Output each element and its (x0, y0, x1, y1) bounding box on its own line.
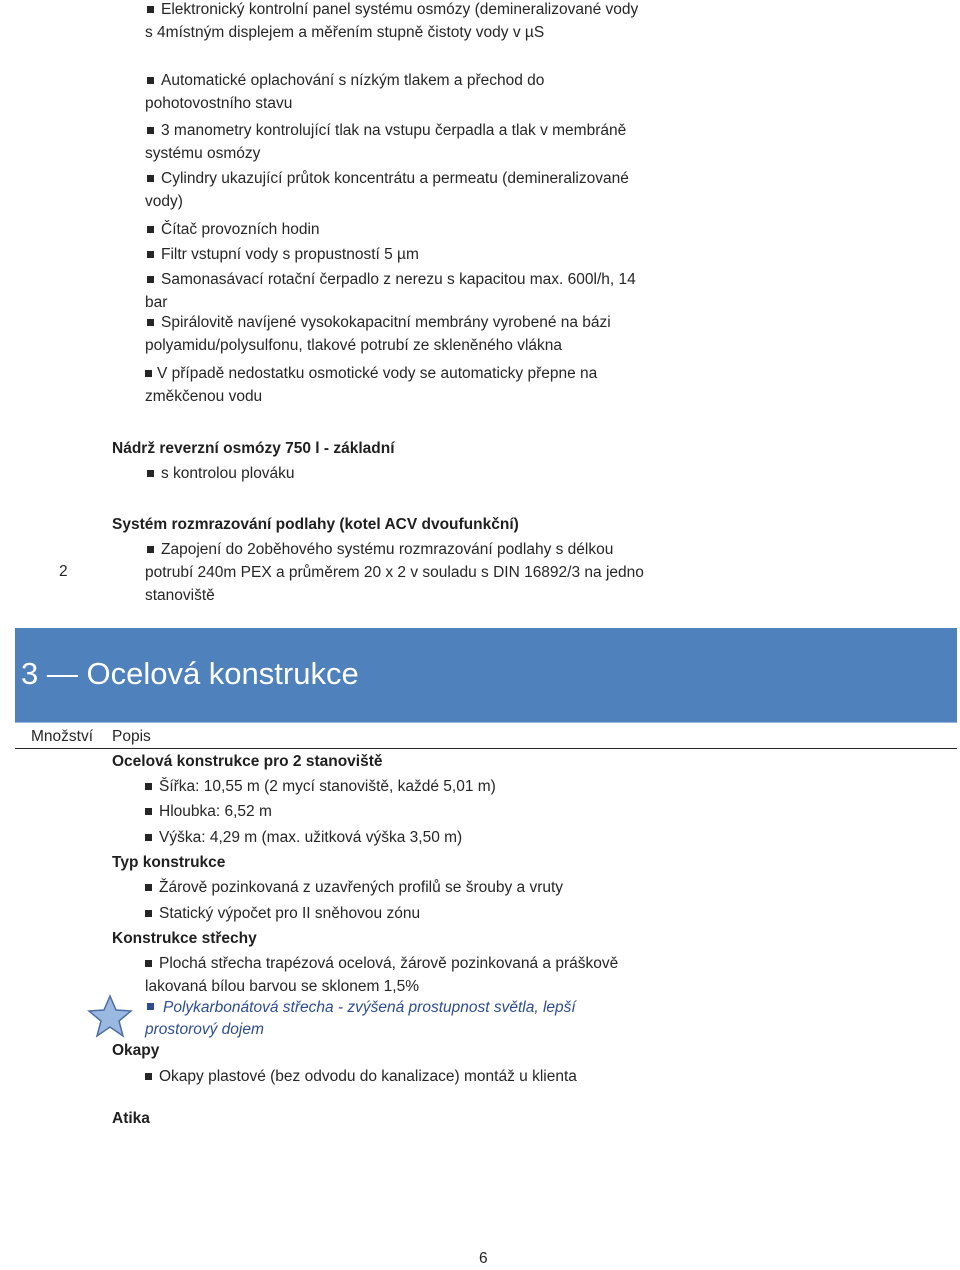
list-item: V případě nedostatku osmotické vody se automaticky přepne na (157, 365, 598, 382)
bullet (145, 783, 152, 790)
construction-type-heading: Typ konstrukce (112, 854, 226, 871)
roof-line: Plochá střecha trapézová ocelová, žárově pozinkovaná a práškově (159, 955, 619, 972)
list-item: 3 manometry kontrolující tlak na vstupu čerpadla a tlak v membráně (161, 122, 627, 139)
list-item-continued: vody) (145, 193, 183, 210)
header-divider (15, 748, 957, 749)
roof-heading: Konstrukce střechy (112, 930, 257, 947)
roof-option-line: prostorový dojem (145, 1021, 264, 1038)
list-item: Čítač provozních hodin (161, 221, 320, 238)
steel-item: Výška: 4,29 m (max. užitková výška 3,50 m) (159, 829, 463, 846)
construction-type-item: Statický výpočet pro II sněhovou zónu (159, 905, 421, 922)
bullet (147, 226, 154, 233)
floor-quantity: 2 (59, 563, 68, 580)
star-icon (87, 994, 133, 1038)
description-column-header: Popis (112, 728, 151, 745)
bullet (147, 1003, 154, 1010)
bullet (147, 251, 154, 258)
bullet (147, 276, 154, 283)
gutters-heading: Okapy (112, 1042, 160, 1059)
bullet (147, 127, 154, 134)
list-item-continued: pohotovostního stavu (145, 95, 293, 112)
roof-option-line: Polykarbonátová střecha - zvýšená prostupnost světla, lepší (163, 999, 576, 1016)
bullet (147, 6, 154, 13)
banner-divider (15, 722, 957, 723)
list-item: Automatické oplachování s nízkým tlakem a přechod do (161, 72, 545, 89)
bullet (147, 470, 154, 477)
steel-item: Šířka: 10,55 m (2 mycí stanoviště, každé 5,01 m) (159, 778, 496, 795)
list-item: Cylindry ukazující průtok koncentrátu a permeatu (demineralizované (161, 170, 629, 187)
list-item: Spirálovitě navíjené vysokokapacitní membrány vyrobené na bázi (161, 314, 611, 331)
bullet (147, 546, 154, 553)
floor-line: Zapojení do 2oběhového systému rozmrazování podlahy s délkou (161, 541, 614, 558)
tank-heading: Nádrž reverzní osmózy 750 l - základní (112, 440, 395, 457)
bullet (145, 884, 152, 891)
list-item: Samonasávací rotační čerpadlo z nerezu s kapacitou max. 600l/h, 14 (161, 271, 636, 288)
list-item-continued: bar (145, 294, 168, 311)
floor-heading: Systém rozmrazování podlahy (kotel ACV dvoufunkční) (112, 516, 519, 533)
list-item-continued: polyamidu/polysulfonu, tlakové potrubí ze skleněného vlákna (145, 337, 563, 354)
bullet (145, 808, 152, 815)
steel-heading: Ocelová konstrukce pro 2 stanoviště (112, 753, 383, 770)
steel-item: Hloubka: 6,52 m (159, 803, 272, 820)
section-banner (15, 628, 957, 722)
list-item-continued: s 4místným displejem a měřením stupně čistoty vody v µS (145, 24, 545, 41)
list-item: Elektronický kontrolní panel systému osmózy (demineralizované vody (161, 1, 639, 18)
list-item-continued: změkčenou vodu (145, 388, 263, 405)
section-title: 3 — Ocelová konstrukce (21, 656, 359, 691)
floor-line: stanoviště (145, 587, 215, 604)
floor-line: potrubí 240m PEX a průměrem 20 x 2 v souladu s DIN 16892/3 na jedno (145, 564, 644, 581)
page-number: 6 (479, 1250, 488, 1267)
bullet (147, 77, 154, 84)
tank-item: s kontrolou plováku (161, 465, 295, 482)
bullet (145, 960, 152, 967)
bullet (145, 834, 152, 841)
bullet (145, 370, 152, 377)
roof-line: lakovaná bílou barvou se sklonem 1,5% (145, 978, 419, 995)
bullet (145, 910, 152, 917)
list-item-continued: systému osmózy (145, 145, 261, 162)
bullet (147, 319, 154, 326)
bullet (147, 175, 154, 182)
construction-type-item: Žárově pozinkovaná z uzavřených profilů se šrouby a vruty (159, 879, 564, 896)
gutters-item: Okapy plastové (bez odvodu do kanalizace) montáž u klienta (159, 1068, 577, 1085)
list-item: Filtr vstupní vody s propustností 5 µm (161, 246, 419, 263)
bullet (145, 1073, 152, 1080)
attic-heading: Atika (112, 1110, 150, 1127)
quantity-column-header: Množství (31, 728, 94, 745)
